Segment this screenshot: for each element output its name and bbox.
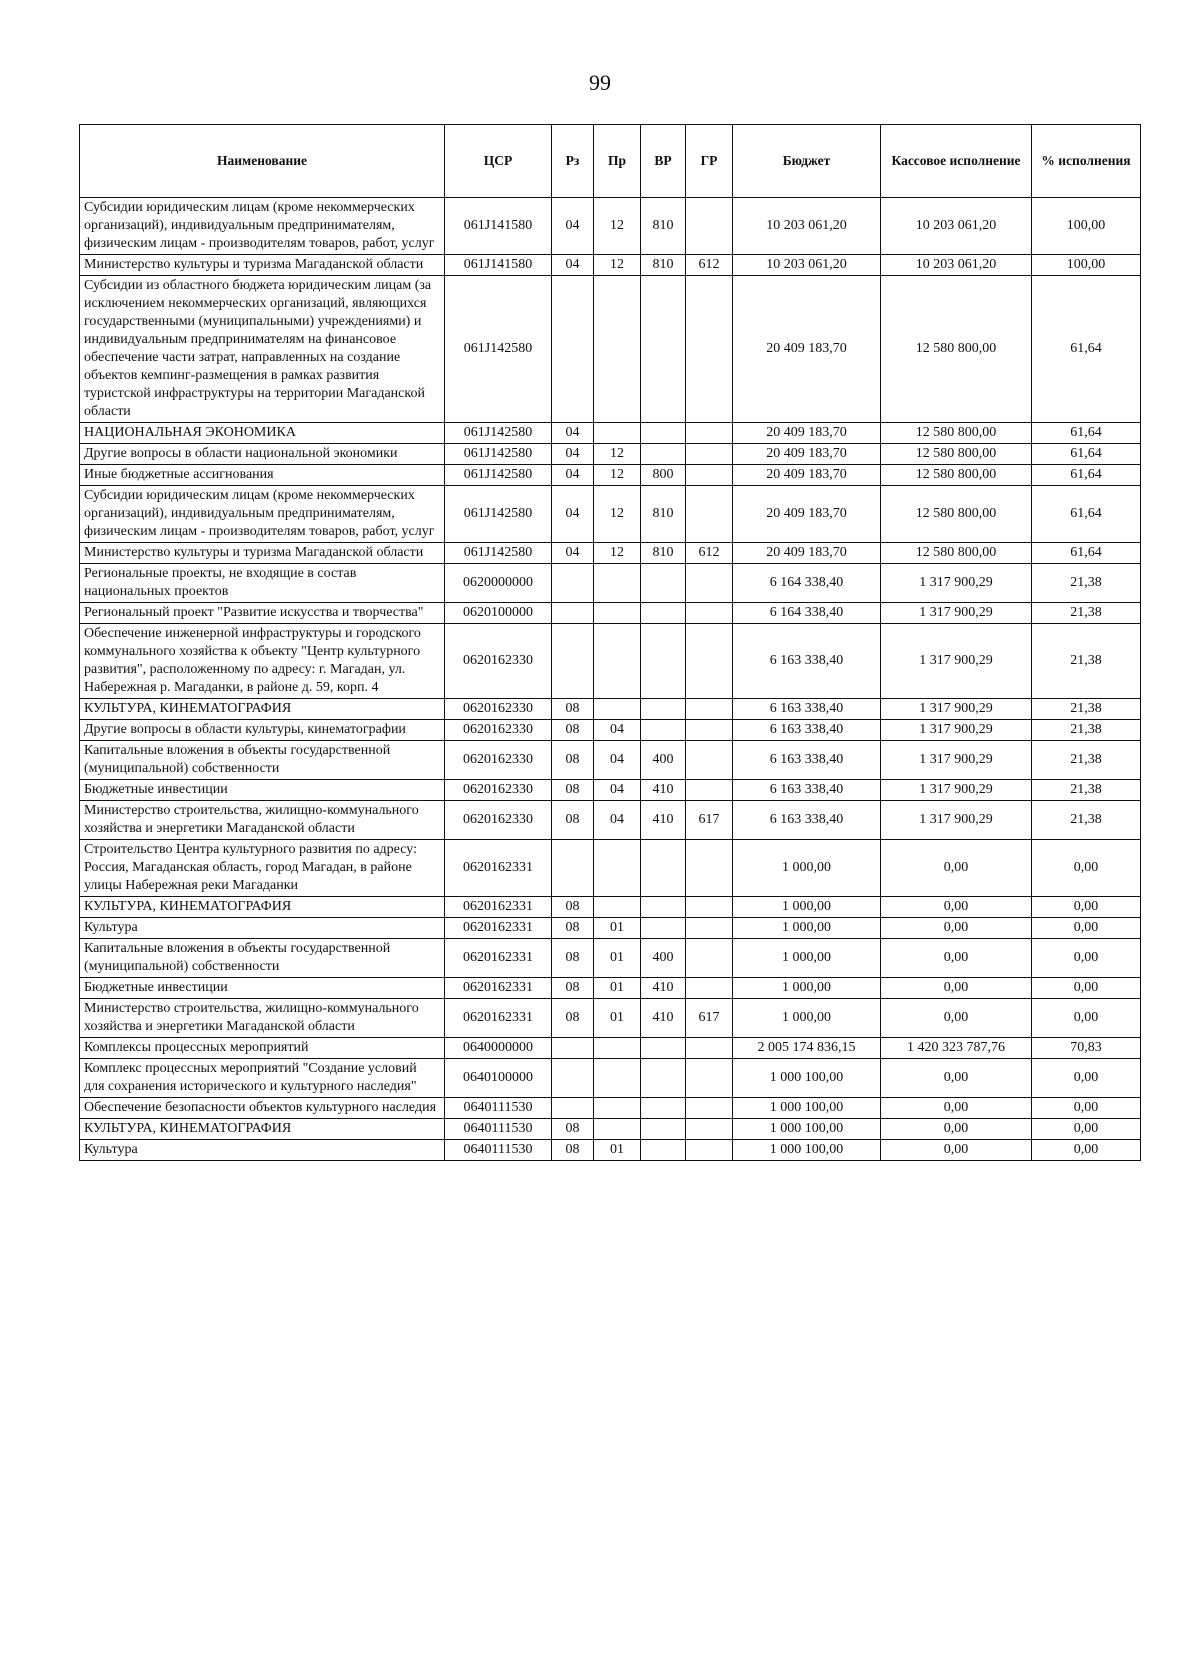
rz-cell: [552, 1059, 594, 1098]
pr-cell: [594, 897, 641, 918]
vr-cell: [641, 564, 686, 603]
gr-cell: [686, 1098, 733, 1119]
percent-cell: 61,64: [1032, 465, 1141, 486]
name-cell: Министерство культуры и туризма Магаданской области: [80, 255, 445, 276]
cash-cell: 12 580 800,00: [881, 423, 1032, 444]
budget-cell: 20 409 183,70: [733, 465, 881, 486]
cash-cell: 1 317 900,29: [881, 720, 1032, 741]
cash-cell: 12 580 800,00: [881, 276, 1032, 423]
budget-cell: 10 203 061,20: [733, 255, 881, 276]
gr-cell: [686, 1038, 733, 1059]
vr-cell: 410: [641, 978, 686, 999]
name-cell: Бюджетные инвестиции: [80, 780, 445, 801]
gr-cell: [686, 720, 733, 741]
budget-cell: 6 163 338,40: [733, 780, 881, 801]
cash-cell: 1 317 900,29: [881, 624, 1032, 699]
gr-cell: [686, 624, 733, 699]
gr-cell: [686, 444, 733, 465]
table-row: [80, 978, 1141, 999]
table-row: [80, 780, 1141, 801]
rz-cell: 04: [552, 486, 594, 543]
gr-cell: [686, 465, 733, 486]
vr-cell: 810: [641, 486, 686, 543]
name-cell: Субсидии юридическим лицам (кроме некоммерческих организаций), индивидуальным предпринимателям, физическим лицам - производителям товаров, работ, услуг: [80, 486, 445, 543]
vr-cell: [641, 1140, 686, 1161]
budget-cell: 20 409 183,70: [733, 486, 881, 543]
percent-cell: 100,00: [1032, 255, 1141, 276]
cash-cell: 0,00: [881, 1119, 1032, 1140]
table-row: [80, 423, 1141, 444]
name-cell: Культура: [80, 918, 445, 939]
budget-cell: 20 409 183,70: [733, 543, 881, 564]
rz-cell: [552, 1098, 594, 1119]
csr-cell: 061J142580: [445, 465, 552, 486]
header-rz: Рз: [552, 125, 594, 198]
name-cell: Министерство культуры и туризма Магаданской области: [80, 543, 445, 564]
vr-cell: [641, 603, 686, 624]
budget-cell: 6 163 338,40: [733, 624, 881, 699]
csr-cell: 061J141580: [445, 255, 552, 276]
cash-cell: 1 317 900,29: [881, 699, 1032, 720]
header-percent: % исполнения: [1032, 125, 1141, 198]
cash-cell: 0,00: [881, 1059, 1032, 1098]
table-row: [80, 543, 1141, 564]
rz-cell: [552, 1038, 594, 1059]
vr-cell: 400: [641, 939, 686, 978]
budget-cell: 1 000 100,00: [733, 1098, 881, 1119]
name-cell: Капитальные вложения в объекты государственной (муниципальной) собственности: [80, 939, 445, 978]
gr-cell: 612: [686, 543, 733, 564]
percent-cell: 0,00: [1032, 1119, 1141, 1140]
vr-cell: [641, 1098, 686, 1119]
budget-cell: 6 163 338,40: [733, 720, 881, 741]
csr-cell: 061J142580: [445, 423, 552, 444]
rz-cell: 08: [552, 699, 594, 720]
percent-cell: 0,00: [1032, 939, 1141, 978]
rz-cell: [552, 564, 594, 603]
csr-cell: 0620162331: [445, 939, 552, 978]
name-cell: Министерство строительства, жилищно-коммунального хозяйства и энергетики Магаданской области: [80, 999, 445, 1038]
table-row: [80, 699, 1141, 720]
rz-cell: 04: [552, 465, 594, 486]
rz-cell: 04: [552, 198, 594, 255]
csr-cell: 0640100000: [445, 1059, 552, 1098]
vr-cell: [641, 720, 686, 741]
vr-cell: 410: [641, 780, 686, 801]
cash-cell: 1 420 323 787,76: [881, 1038, 1032, 1059]
gr-cell: [686, 897, 733, 918]
vr-cell: [641, 897, 686, 918]
vr-cell: [641, 444, 686, 465]
rz-cell: 08: [552, 780, 594, 801]
rz-cell: 08: [552, 918, 594, 939]
budget-cell: 2 005 174 836,15: [733, 1038, 881, 1059]
table-row: [80, 564, 1141, 603]
pr-cell: 01: [594, 918, 641, 939]
vr-cell: 410: [641, 801, 686, 840]
csr-cell: 061J142580: [445, 444, 552, 465]
budget-cell: 6 163 338,40: [733, 699, 881, 720]
csr-cell: 0620162331: [445, 918, 552, 939]
table-row: [80, 276, 1141, 423]
table-header-row: [80, 125, 1141, 198]
percent-cell: 70,83: [1032, 1038, 1141, 1059]
name-cell: Другие вопросы в области национальной экономики: [80, 444, 445, 465]
cash-cell: 0,00: [881, 978, 1032, 999]
table-row: [80, 486, 1141, 543]
cash-cell: 12 580 800,00: [881, 444, 1032, 465]
budget-cell: 1 000,00: [733, 897, 881, 918]
name-cell: Обеспечение инженерной инфраструктуры и городского коммунального хозяйства к объекту "Центр культурного развития", расположенному по адресу: г. Магадан, ул. Набережная р. Магаданки, в районе д. 59, корп. 4: [80, 624, 445, 699]
budget-cell: 1 000 100,00: [733, 1059, 881, 1098]
csr-cell: 061J142580: [445, 486, 552, 543]
vr-cell: [641, 276, 686, 423]
pr-cell: 12: [594, 198, 641, 255]
cash-cell: 1 317 900,29: [881, 603, 1032, 624]
percent-cell: 21,38: [1032, 720, 1141, 741]
rz-cell: [552, 603, 594, 624]
table-row: [80, 1119, 1141, 1140]
pr-cell: 04: [594, 720, 641, 741]
csr-cell: 0620162330: [445, 741, 552, 780]
vr-cell: 810: [641, 255, 686, 276]
name-cell: Бюджетные инвестиции: [80, 978, 445, 999]
gr-cell: [686, 603, 733, 624]
cash-cell: 0,00: [881, 918, 1032, 939]
gr-cell: [686, 780, 733, 801]
percent-cell: 0,00: [1032, 1059, 1141, 1098]
csr-cell: 0620162330: [445, 624, 552, 699]
name-cell: Комплексы процессных мероприятий: [80, 1038, 445, 1059]
name-cell: Министерство строительства, жилищно-коммунального хозяйства и энергетики Магаданской области: [80, 801, 445, 840]
budget-cell: 6 163 338,40: [733, 741, 881, 780]
budget-cell: 1 000,00: [733, 918, 881, 939]
rz-cell: [552, 276, 594, 423]
header-budget: Бюджет: [733, 125, 881, 198]
pr-cell: [594, 1059, 641, 1098]
table-row: [80, 603, 1141, 624]
rz-cell: 04: [552, 423, 594, 444]
name-cell: КУЛЬТУРА, КИНЕМАТОГРАФИЯ: [80, 897, 445, 918]
gr-cell: 617: [686, 999, 733, 1038]
pr-cell: 12: [594, 255, 641, 276]
cash-cell: 0,00: [881, 897, 1032, 918]
name-cell: Капитальные вложения в объекты государственной (муниципальной) собственности: [80, 741, 445, 780]
pr-cell: [594, 603, 641, 624]
rz-cell: 08: [552, 801, 594, 840]
table-row: [80, 999, 1141, 1038]
table-row: [80, 801, 1141, 840]
name-cell: КУЛЬТУРА, КИНЕМАТОГРАФИЯ: [80, 1119, 445, 1140]
cash-cell: 1 317 900,29: [881, 801, 1032, 840]
csr-cell: 0640111530: [445, 1098, 552, 1119]
gr-cell: [686, 978, 733, 999]
pr-cell: [594, 1098, 641, 1119]
gr-cell: [686, 198, 733, 255]
pr-cell: 04: [594, 780, 641, 801]
header-name: Наименование: [80, 125, 445, 198]
name-cell: Региональные проекты, не входящие в состав национальных проектов: [80, 564, 445, 603]
name-cell: Обеспечение безопасности объектов культурного наследия: [80, 1098, 445, 1119]
page-number: 99: [589, 70, 611, 95]
table-row: [80, 1059, 1141, 1098]
percent-cell: 0,00: [1032, 1098, 1141, 1119]
percent-cell: 61,64: [1032, 423, 1141, 444]
budget-cell: 1 000,00: [733, 840, 881, 897]
name-cell: Субсидии из областного бюджета юридическим лицам (за исключением некоммерческих организаций, являющихся государственными (муниципальными) учреждениями) и индивидуальным предпринимателям на финансовое обеспечение части затрат, направленных на создание объектов кемпинг-размещения в рамках развития туристской инфраструктуры на территории Магаданской области: [80, 276, 445, 423]
vr-cell: 400: [641, 741, 686, 780]
budget-cell: 20 409 183,70: [733, 276, 881, 423]
csr-cell: 0640000000: [445, 1038, 552, 1059]
rz-cell: 04: [552, 255, 594, 276]
gr-cell: [686, 486, 733, 543]
vr-cell: [641, 918, 686, 939]
table-row: [80, 198, 1141, 255]
cash-cell: 0,00: [881, 840, 1032, 897]
csr-cell: 061J141580: [445, 198, 552, 255]
budget-cell: 1 000,00: [733, 939, 881, 978]
vr-cell: [641, 624, 686, 699]
table-body: [80, 198, 1141, 1161]
csr-cell: 0620162331: [445, 978, 552, 999]
pr-cell: [594, 423, 641, 444]
header-gr: ГР: [686, 125, 733, 198]
budget-execution-table: [79, 124, 1141, 1161]
table-row: [80, 444, 1141, 465]
table-row: [80, 720, 1141, 741]
gr-cell: [686, 564, 733, 603]
table-row: [80, 1140, 1141, 1161]
percent-cell: 61,64: [1032, 276, 1141, 423]
percent-cell: 61,64: [1032, 444, 1141, 465]
csr-cell: 0640111530: [445, 1119, 552, 1140]
cash-cell: 10 203 061,20: [881, 255, 1032, 276]
percent-cell: 100,00: [1032, 198, 1141, 255]
gr-cell: [686, 939, 733, 978]
gr-cell: [686, 1140, 733, 1161]
vr-cell: [641, 699, 686, 720]
rz-cell: 04: [552, 543, 594, 564]
rz-cell: 04: [552, 444, 594, 465]
cash-cell: 12 580 800,00: [881, 486, 1032, 543]
table-row: [80, 840, 1141, 897]
name-cell: НАЦИОНАЛЬНАЯ ЭКОНОМИКА: [80, 423, 445, 444]
gr-cell: [686, 699, 733, 720]
header-vr: ВР: [641, 125, 686, 198]
name-cell: КУЛЬТУРА, КИНЕМАТОГРАФИЯ: [80, 699, 445, 720]
pr-cell: 04: [594, 801, 641, 840]
rz-cell: 08: [552, 939, 594, 978]
name-cell: Региональный проект "Развитие искусства и творчества": [80, 603, 445, 624]
pr-cell: [594, 276, 641, 423]
gr-cell: [686, 918, 733, 939]
table-row: [80, 1038, 1141, 1059]
header-csr: ЦСР: [445, 125, 552, 198]
budget-cell: 1 000,00: [733, 978, 881, 999]
pr-cell: 12: [594, 444, 641, 465]
name-cell: Культура: [80, 1140, 445, 1161]
percent-cell: 0,00: [1032, 840, 1141, 897]
budget-cell: 10 203 061,20: [733, 198, 881, 255]
csr-cell: 061J142580: [445, 276, 552, 423]
cash-cell: 0,00: [881, 1098, 1032, 1119]
table-row: [80, 918, 1141, 939]
name-cell: Другие вопросы в области культуры, кинематографии: [80, 720, 445, 741]
rz-cell: 08: [552, 741, 594, 780]
pr-cell: 01: [594, 939, 641, 978]
vr-cell: 410: [641, 999, 686, 1038]
budget-cell: 1 000 100,00: [733, 1140, 881, 1161]
vr-cell: 810: [641, 198, 686, 255]
cash-cell: 1 317 900,29: [881, 564, 1032, 603]
budget-cell: 1 000,00: [733, 999, 881, 1038]
name-cell: Строительство Центра культурного развития по адресу: Россия, Магаданская область, город Магадан, в районе улицы Набережная реки Магаданки: [80, 840, 445, 897]
cash-cell: 10 203 061,20: [881, 198, 1032, 255]
gr-cell: 612: [686, 255, 733, 276]
cash-cell: 1 317 900,29: [881, 741, 1032, 780]
csr-cell: 0620162331: [445, 897, 552, 918]
vr-cell: 810: [641, 543, 686, 564]
vr-cell: [641, 1038, 686, 1059]
table-row: [80, 255, 1141, 276]
rz-cell: 08: [552, 978, 594, 999]
rz-cell: [552, 840, 594, 897]
percent-cell: 0,00: [1032, 999, 1141, 1038]
pr-cell: [594, 624, 641, 699]
pr-cell: [594, 564, 641, 603]
rz-cell: [552, 624, 594, 699]
csr-cell: 0620100000: [445, 603, 552, 624]
vr-cell: [641, 840, 686, 897]
cash-cell: 1 317 900,29: [881, 780, 1032, 801]
name-cell: Субсидии юридическим лицам (кроме некоммерческих организаций), индивидуальным предпринимателям, физическим лицам - производителям товаров, работ, услуг: [80, 198, 445, 255]
header-cash: Кассовое исполнение: [881, 125, 1032, 198]
percent-cell: 21,38: [1032, 780, 1141, 801]
pr-cell: 04: [594, 741, 641, 780]
percent-cell: 21,38: [1032, 624, 1141, 699]
pr-cell: 01: [594, 978, 641, 999]
csr-cell: 0620162331: [445, 840, 552, 897]
pr-cell: [594, 699, 641, 720]
percent-cell: 21,38: [1032, 741, 1141, 780]
gr-cell: [686, 423, 733, 444]
pr-cell: [594, 1038, 641, 1059]
pr-cell: 12: [594, 543, 641, 564]
pr-cell: 01: [594, 999, 641, 1038]
budget-cell: 6 163 338,40: [733, 801, 881, 840]
pr-cell: [594, 1119, 641, 1140]
rz-cell: 08: [552, 720, 594, 741]
csr-cell: 0620162330: [445, 720, 552, 741]
pr-cell: [594, 840, 641, 897]
cash-cell: 0,00: [881, 1140, 1032, 1161]
budget-cell: 20 409 183,70: [733, 444, 881, 465]
pr-cell: 12: [594, 486, 641, 543]
csr-cell: 0620162330: [445, 699, 552, 720]
table-row: [80, 939, 1141, 978]
gr-cell: [686, 1119, 733, 1140]
percent-cell: 0,00: [1032, 918, 1141, 939]
percent-cell: 0,00: [1032, 1140, 1141, 1161]
rz-cell: 08: [552, 1140, 594, 1161]
cash-cell: 12 580 800,00: [881, 465, 1032, 486]
rz-cell: 08: [552, 1119, 594, 1140]
vr-cell: 800: [641, 465, 686, 486]
percent-cell: 61,64: [1032, 486, 1141, 543]
percent-cell: 21,38: [1032, 564, 1141, 603]
gr-cell: [686, 1059, 733, 1098]
cash-cell: 0,00: [881, 939, 1032, 978]
cash-cell: 12 580 800,00: [881, 543, 1032, 564]
csr-cell: 0620162331: [445, 999, 552, 1038]
csr-cell: 0620162330: [445, 780, 552, 801]
rz-cell: 08: [552, 999, 594, 1038]
budget-cell: 1 000 100,00: [733, 1119, 881, 1140]
percent-cell: 21,38: [1032, 699, 1141, 720]
budget-cell: 6 164 338,40: [733, 564, 881, 603]
table-row: [80, 624, 1141, 699]
vr-cell: [641, 423, 686, 444]
table-row: [80, 465, 1141, 486]
percent-cell: 0,00: [1032, 978, 1141, 999]
percent-cell: 61,64: [1032, 543, 1141, 564]
gr-cell: [686, 741, 733, 780]
csr-cell: 0620000000: [445, 564, 552, 603]
header-pr: Пр: [594, 125, 641, 198]
name-cell: Комплекс процессных мероприятий "Создание условий для сохранения исторического и культурного наследия": [80, 1059, 445, 1098]
vr-cell: [641, 1119, 686, 1140]
cash-cell: 0,00: [881, 999, 1032, 1038]
table-row: [80, 897, 1141, 918]
gr-cell: 617: [686, 801, 733, 840]
rz-cell: 08: [552, 897, 594, 918]
csr-cell: 061J142580: [445, 543, 552, 564]
budget-cell: 20 409 183,70: [733, 423, 881, 444]
pr-cell: 12: [594, 465, 641, 486]
table-row: [80, 1098, 1141, 1119]
budget-cell: 6 164 338,40: [733, 603, 881, 624]
percent-cell: 21,38: [1032, 801, 1141, 840]
gr-cell: [686, 276, 733, 423]
percent-cell: 21,38: [1032, 603, 1141, 624]
percent-cell: 0,00: [1032, 897, 1141, 918]
csr-cell: 0640111530: [445, 1140, 552, 1161]
vr-cell: [641, 1059, 686, 1098]
table-row: [80, 741, 1141, 780]
gr-cell: [686, 840, 733, 897]
name-cell: Иные бюджетные ассигнования: [80, 465, 445, 486]
csr-cell: 0620162330: [445, 801, 552, 840]
pr-cell: 01: [594, 1140, 641, 1161]
